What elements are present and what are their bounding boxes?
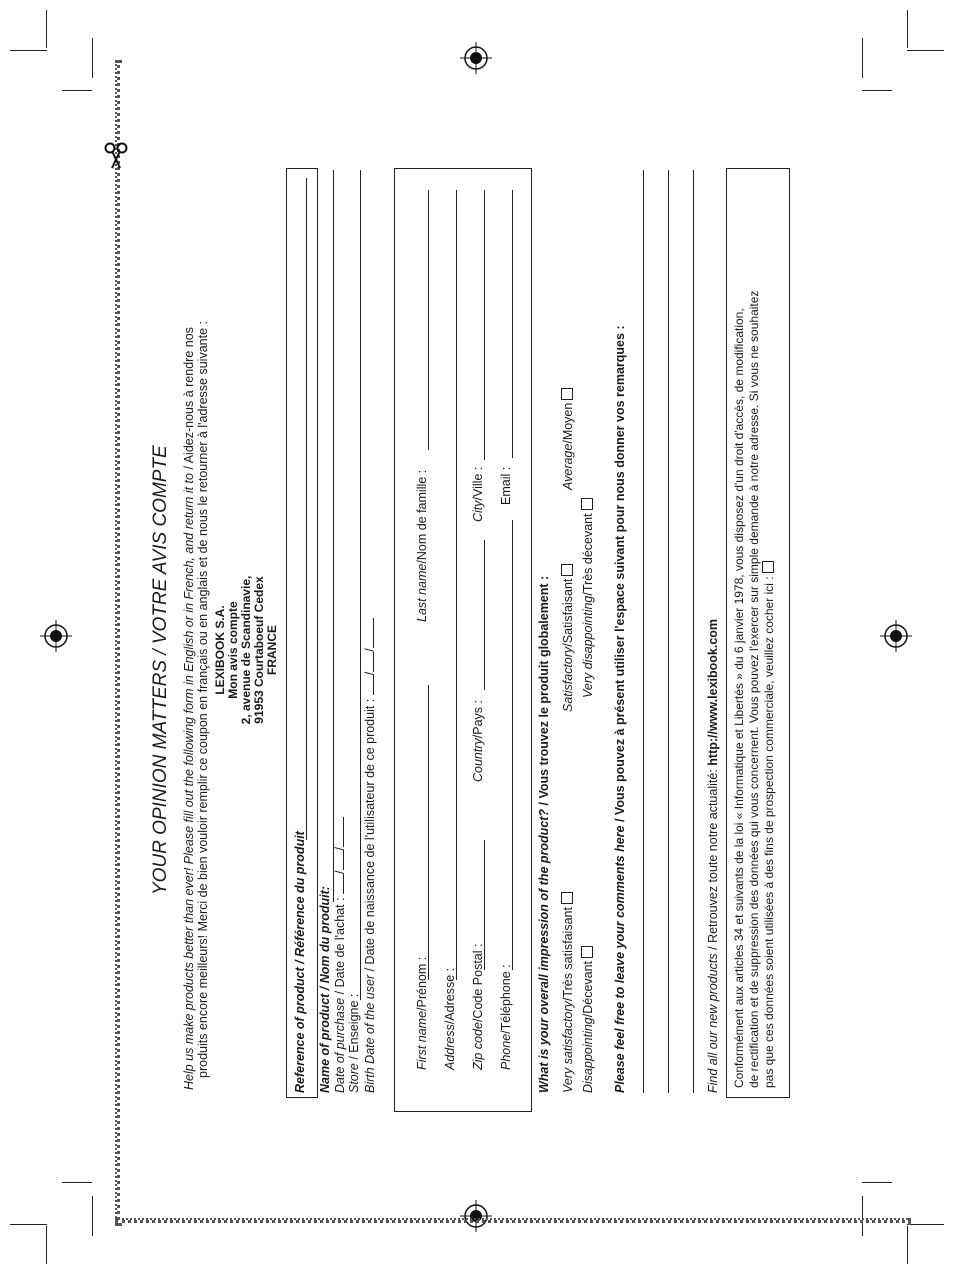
- email-input-line[interactable]: [512, 190, 513, 458]
- address-input-line[interactable]: [456, 190, 457, 980]
- find-products-fr: / Retrouvez toute notre actualité:: [706, 765, 720, 954]
- page-title: YOUR OPINION MATTERS / VOTRE AVIS COMPTE: [150, 445, 171, 895]
- first-name-label-fr: /Prénom :: [415, 956, 429, 1011]
- find-products-line: [706, 619, 721, 1093]
- reference-label: Reference of product / Référence du produit: [293, 831, 307, 1093]
- comments-label-fr: / Vous pouvez à présent utiliser l'espace suivant pour nous donner vos remarques :: [613, 325, 627, 826]
- crop-mark: [907, 10, 908, 48]
- comment-line[interactable]: [668, 170, 669, 1093]
- registration-mark-icon: [460, 1200, 492, 1232]
- birth-month-field[interactable]: [362, 652, 374, 672]
- option-very-disappointing[interactable]: [581, 498, 596, 698]
- comment-line[interactable]: [693, 170, 694, 1093]
- crop-mark: [907, 1226, 908, 1264]
- address-line: FRANCE: [265, 625, 279, 675]
- impression-question: [537, 576, 552, 1093]
- intro-line-1: [182, 327, 197, 1090]
- find-products-en: Find all our new products: [706, 953, 720, 1093]
- address-line: 2, avenue de Scandinavie,: [239, 575, 253, 725]
- intro-line-2: produits encore meilleurs! Merci de bien vouloir remplir ce coupon en français ou en anglais et de nous le retourner à l'adresse suivante :: [196, 321, 210, 1078]
- email-label: Email :: [499, 466, 513, 505]
- checkbox[interactable]: [581, 498, 593, 510]
- date-separator: /: [363, 671, 377, 676]
- registration-mark-icon: [40, 620, 72, 652]
- last-name-input-line[interactable]: [428, 190, 429, 450]
- product-name-label: Name of product / Nom du produit:: [318, 886, 332, 1093]
- last-name-label-en: Last name: [415, 563, 429, 622]
- option-label-en: Very disappointing: [581, 595, 595, 698]
- last-name-label-fr: /Nom de famille :: [415, 469, 429, 564]
- crop-mark: [862, 90, 892, 91]
- purchase-date-label-fr: / Date de l'achat :: [333, 897, 347, 998]
- return-address: [214, 170, 279, 1130]
- impression-question-en: What is your overall impression of the product?: [537, 808, 551, 1093]
- option-label-fr: /Très décevant: [581, 513, 595, 596]
- crop-mark: [907, 1224, 944, 1225]
- option-label-en: Disappointing: [581, 1017, 595, 1093]
- website-link[interactable]: http://www.lexibook.com: [706, 618, 720, 766]
- country-label: [471, 700, 486, 782]
- purchase-date-row: [332, 817, 348, 1093]
- legal-line-1: Conformément aux articles 34 et suivants de la loi « Informatique et Libertés » du 6 janvier 1978, vous disposez d'un droit d'accès, de modification,: [732, 308, 746, 1088]
- purchase-date-label-en: Date of purchase: [333, 997, 347, 1093]
- country-label-fr: /Pays :: [471, 700, 485, 739]
- registration-mark-icon: [460, 42, 492, 74]
- impression-question-fr: / Vous trouvez le produit globalement :: [537, 575, 551, 809]
- birth-date-row: [362, 618, 378, 1093]
- legal-line-3-text: pas que ces données soient utilisées à des fins de prospection commerciale, veuillez cocher ici :: [762, 576, 776, 1088]
- store-label-en: Store: [347, 1063, 361, 1093]
- store-row: [347, 994, 362, 1093]
- intro-text-en: Help us make products better than ever! Please fill out the following form in English or in French, and return it to: [182, 473, 196, 1090]
- option-label-fr: /Satisfaisant: [561, 578, 575, 647]
- legal-line-3: [762, 561, 777, 1088]
- checkbox[interactable]: [561, 564, 573, 576]
- store-label-fr: / Enseigne :: [347, 993, 361, 1064]
- crop-mark: [62, 90, 92, 91]
- address-label: [443, 968, 458, 1070]
- phone-label: [499, 964, 514, 1070]
- crop-mark: [862, 1196, 863, 1236]
- cut-line: [115, 1218, 911, 1223]
- zip-code-label-fr: /Code Postal :: [471, 943, 485, 1023]
- address-line: LEXIBOOK S.A.: [213, 605, 227, 695]
- scissors-icon: [104, 142, 128, 170]
- country-label-en: Country: [471, 738, 485, 782]
- last-name-label: [415, 470, 430, 622]
- address-line: 91953 Courtaboeuf Cedex: [252, 576, 266, 724]
- option-label-en: Satisfactory: [561, 646, 575, 712]
- option-disappointing[interactable]: [581, 946, 596, 1093]
- first-name-label-en: First name: [415, 1010, 429, 1070]
- checkbox[interactable]: [581, 946, 593, 958]
- option-very-satisfactory[interactable]: [561, 892, 576, 1093]
- crop-mark: [862, 1182, 892, 1183]
- zip-code-input-line[interactable]: [484, 840, 485, 970]
- option-label-fr: /Décevant: [581, 960, 595, 1018]
- date-separator: /: [333, 870, 347, 874]
- birth-date-label-en: Birth Date of the user: [363, 974, 377, 1093]
- zip-code-label-en: Zip code: [471, 1022, 485, 1070]
- product-name-input-line[interactable]: [333, 170, 334, 902]
- purchase-month-field[interactable]: [332, 850, 344, 870]
- crop-mark: [46, 10, 47, 48]
- phone-input-line[interactable]: [512, 520, 513, 970]
- legal-line-2: de rectification et de suppression des données qui vous concernent. Vous pouvez l'exercer sur simple demande à notre adresse. Si vous ne souhaitez: [747, 290, 761, 1088]
- comments-label: [613, 325, 628, 1093]
- option-label-fr: /Très satisfaisant: [561, 907, 575, 1002]
- cut-line: [115, 60, 120, 1226]
- checkbox[interactable]: [561, 892, 573, 904]
- store-input-line[interactable]: [360, 170, 361, 1000]
- phone-label-en: Phone: [499, 1033, 513, 1070]
- crop-mark: [92, 38, 93, 78]
- address-label-en: Address: [443, 1024, 457, 1070]
- opt-out-checkbox[interactable]: [762, 561, 774, 573]
- crop-mark: [10, 1224, 47, 1225]
- birth-date-label-fr: / Date de naissance de l'utilisateur de ce produit :: [363, 698, 377, 975]
- crop-mark: [907, 50, 944, 51]
- birth-day-field[interactable]: [362, 675, 374, 695]
- option-label-en: Average: [561, 443, 575, 490]
- crop-mark: [862, 38, 863, 78]
- city-input-line[interactable]: [484, 190, 485, 460]
- purchase-day-field[interactable]: [332, 874, 344, 894]
- address-label-fr: /Adresse :: [443, 967, 457, 1025]
- address-line: Mon avis compte: [226, 601, 240, 699]
- feedback-form: [140, 170, 830, 1130]
- checkbox[interactable]: [561, 388, 573, 400]
- option-satisfactory[interactable]: [561, 564, 576, 712]
- city-label-en: City: [471, 500, 485, 522]
- date-separator: /: [363, 648, 377, 652]
- birth-year-field[interactable]: [362, 618, 374, 648]
- crop-mark: [10, 50, 47, 51]
- option-label-en: Very satisfactory: [561, 1001, 575, 1093]
- comments-label-en: Please feel free to leave your comments here: [613, 825, 627, 1093]
- country-input-line[interactable]: [484, 540, 485, 690]
- city-label-fr: /Ville :: [471, 466, 485, 501]
- phone-label-fr: /Téléphone :: [499, 964, 513, 1034]
- city-label: [471, 467, 486, 522]
- option-label-fr: /Moyen: [561, 402, 575, 444]
- comment-line[interactable]: [643, 170, 644, 1093]
- date-separator: /: [333, 846, 347, 851]
- option-average[interactable]: [561, 388, 576, 490]
- registration-mark-icon: [880, 620, 912, 652]
- crop-mark: [92, 1196, 93, 1236]
- crop-mark: [62, 1182, 92, 1183]
- first-name-input-line[interactable]: [428, 685, 429, 980]
- crop-mark: [46, 1226, 47, 1264]
- intro-text-fr: / Aidez-nous à rendre nos: [182, 327, 196, 474]
- reference-input-line[interactable]: [306, 178, 307, 840]
- purchase-year-field[interactable]: [332, 817, 344, 847]
